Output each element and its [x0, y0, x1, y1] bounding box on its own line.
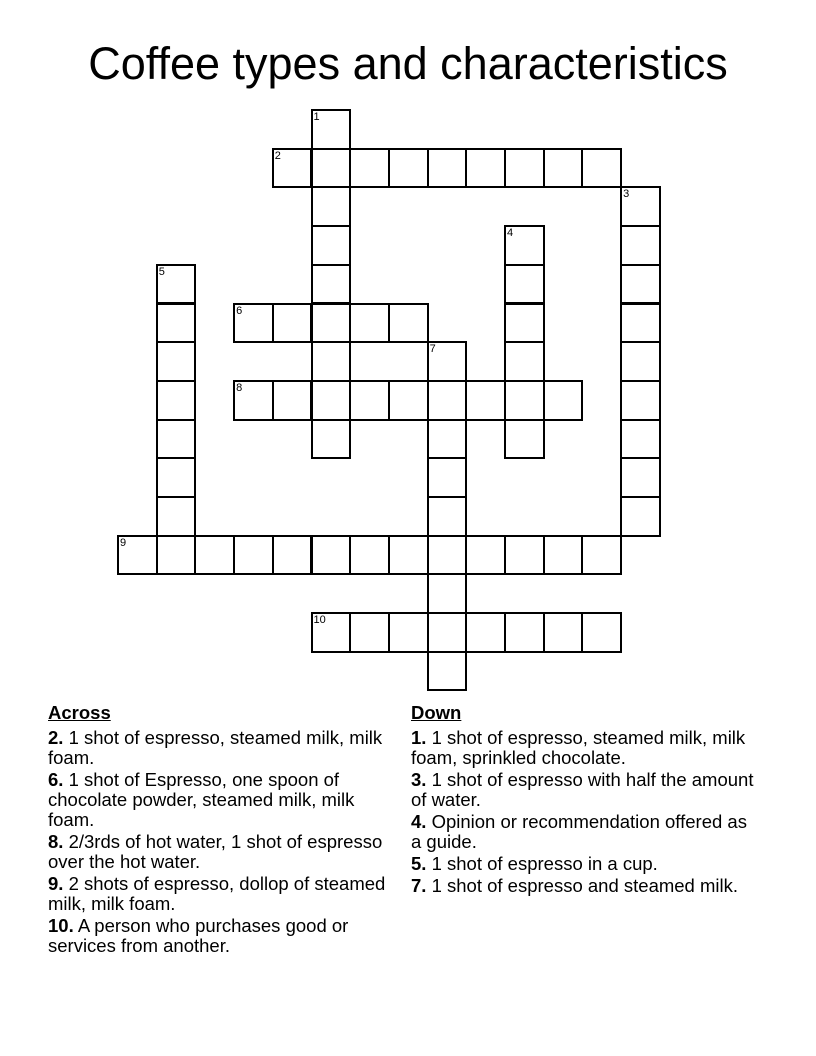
- grid-cell[interactable]: [388, 303, 429, 344]
- grid-cell[interactable]: [427, 612, 468, 653]
- clue-number: 3.: [411, 769, 427, 790]
- clue-text: A person who purchases good or services from another.: [48, 915, 349, 956]
- grid-cell[interactable]: [388, 380, 429, 421]
- grid-cell[interactable]: [311, 612, 352, 653]
- grid-cell[interactable]: [349, 303, 390, 344]
- grid-cell[interactable]: [156, 535, 197, 576]
- grid-cell[interactable]: [620, 380, 661, 421]
- clue-text: 2/3rds of hot water, 1 shot of espresso over the hot water.: [48, 831, 383, 872]
- cell-number: 5: [158, 265, 165, 278]
- grid-cell[interactable]: [427, 457, 468, 498]
- clue-across-6: [48, 770, 393, 830]
- grid-cell[interactable]: [504, 419, 545, 460]
- grid-cell[interactable]: [117, 535, 158, 576]
- grid-cell[interactable]: [504, 535, 545, 576]
- grid-cell[interactable]: [427, 419, 468, 460]
- clue-text: 1 shot of espresso, steamed milk, milk foam.: [48, 727, 383, 768]
- grid-cell[interactable]: [156, 303, 197, 344]
- grid-cell[interactable]: [311, 148, 352, 189]
- grid-cell[interactable]: [543, 535, 584, 576]
- cell-number: 4: [507, 227, 514, 240]
- clue-across-9: [48, 874, 393, 914]
- grid-cell[interactable]: [311, 535, 352, 576]
- clue-number: 9.: [48, 873, 64, 894]
- grid-cell[interactable]: [504, 380, 545, 421]
- clue-number: 8.: [48, 831, 64, 852]
- grid-cell[interactable]: [465, 535, 506, 576]
- grid-cell[interactable]: [311, 380, 352, 421]
- clue-number: 6.: [48, 769, 64, 790]
- clue-across-10: [48, 916, 393, 956]
- grid-cell[interactable]: [620, 419, 661, 460]
- down-clues: [411, 702, 756, 898]
- grid-cell[interactable]: [156, 380, 197, 421]
- across-heading: Across: [48, 702, 111, 723]
- grid-cell[interactable]: [156, 264, 197, 305]
- grid-cell[interactable]: [504, 341, 545, 382]
- grid-cell[interactable]: [465, 380, 506, 421]
- grid-cell[interactable]: [156, 496, 197, 537]
- clue-down-7: [411, 876, 756, 896]
- grid-cell[interactable]: [388, 535, 429, 576]
- grid-cell[interactable]: [543, 612, 584, 653]
- grid-cell[interactable]: [620, 186, 661, 227]
- clue-number: 2.: [48, 727, 64, 748]
- grid-cell[interactable]: [427, 496, 468, 537]
- clue-across-2: [48, 728, 393, 768]
- clue-down-5: [411, 854, 756, 874]
- clue-across-8: [48, 832, 393, 872]
- cell-number: 3: [623, 188, 630, 201]
- grid-cell[interactable]: [349, 612, 390, 653]
- grid-cell[interactable]: [311, 264, 352, 305]
- grid-cell[interactable]: [465, 148, 506, 189]
- grid-cell[interactable]: [620, 303, 661, 344]
- grid-cell[interactable]: [581, 148, 622, 189]
- cell-number: 10: [313, 614, 326, 627]
- grid-cell[interactable]: [349, 148, 390, 189]
- grid-cell[interactable]: [620, 341, 661, 382]
- grid-cell[interactable]: [427, 341, 468, 382]
- crossword-grid: [118, 110, 662, 693]
- across-clues: [48, 702, 393, 958]
- grid-cell[interactable]: [233, 535, 274, 576]
- grid-cell[interactable]: [156, 341, 197, 382]
- grid-cell[interactable]: [272, 148, 313, 189]
- grid-cell[interactable]: [388, 612, 429, 653]
- grid-cell[interactable]: [543, 148, 584, 189]
- clue-text: 2 shots of espresso, dollop of steamed milk, milk foam.: [48, 873, 386, 914]
- grid-cell[interactable]: [620, 496, 661, 537]
- grid-cell[interactable]: [311, 186, 352, 227]
- grid-cell[interactable]: [311, 225, 352, 266]
- grid-cell[interactable]: [311, 419, 352, 460]
- grid-cell[interactable]: [349, 535, 390, 576]
- grid-cell[interactable]: [272, 535, 313, 576]
- grid-cell[interactable]: [156, 457, 197, 498]
- grid-cell[interactable]: [620, 225, 661, 266]
- grid-cell[interactable]: [156, 419, 197, 460]
- grid-cell[interactable]: [194, 535, 235, 576]
- grid-cell[interactable]: [504, 612, 545, 653]
- clue-down-3: [411, 770, 756, 810]
- clue-text: 1 shot of espresso, steamed milk, milk foam, sprinkled chocolate.: [411, 727, 746, 768]
- clue-number: 5.: [411, 853, 427, 874]
- grid-cell[interactable]: [427, 380, 468, 421]
- clue-text: Opinion or recommendation offered as a guide.: [411, 811, 747, 852]
- grid-cell[interactable]: [311, 303, 352, 344]
- clue-down-4: [411, 812, 756, 852]
- grid-cell[interactable]: [465, 612, 506, 653]
- grid-cell[interactable]: [543, 380, 584, 421]
- grid-cell[interactable]: [272, 303, 313, 344]
- clue-number: 4.: [411, 811, 427, 832]
- grid-cell[interactable]: [233, 380, 274, 421]
- cell-number: 8: [236, 381, 243, 394]
- clue-text: 1 shot of espresso and steamed milk.: [426, 875, 739, 896]
- grid-cell[interactable]: [620, 264, 661, 305]
- grid-cell[interactable]: [504, 148, 545, 189]
- clue-number: 10.: [48, 915, 74, 936]
- grid-cell[interactable]: [311, 341, 352, 382]
- cell-number: 9: [120, 536, 127, 549]
- cell-number: 6: [236, 304, 243, 317]
- grid-cell[interactable]: [504, 264, 545, 305]
- cell-number: 2: [274, 149, 281, 162]
- grid-cell[interactable]: [427, 651, 468, 692]
- grid-cell[interactable]: [311, 109, 352, 150]
- grid-cell[interactable]: [349, 380, 390, 421]
- grid-cell[interactable]: [504, 303, 545, 344]
- grid-cell[interactable]: [581, 612, 622, 653]
- grid-cell[interactable]: [504, 225, 545, 266]
- grid-cell[interactable]: [233, 303, 274, 344]
- grid-cell[interactable]: [272, 380, 313, 421]
- puzzle-title: Coffee types and characteristics: [88, 38, 728, 89]
- down-heading: Down: [411, 702, 462, 723]
- cell-number: 1: [313, 111, 320, 123]
- cell-number: 7: [429, 343, 436, 356]
- grid-cell[interactable]: [620, 457, 661, 498]
- clue-text: 1 shot of espresso in a cup.: [426, 853, 658, 874]
- clue-number: 1.: [411, 727, 427, 748]
- grid-cell[interactable]: [581, 535, 622, 576]
- clue-text: 1 shot of Espresso, one spoon of chocolate powder, steamed milk, milk foam.: [48, 769, 355, 830]
- grid-cell[interactable]: [427, 535, 468, 576]
- grid-cell[interactable]: [388, 148, 429, 189]
- clue-down-1: [411, 728, 756, 768]
- clue-number: 7.: [411, 875, 427, 896]
- grid-cell[interactable]: [427, 148, 468, 189]
- grid-cell[interactable]: [427, 573, 468, 614]
- clue-text: 1 shot of espresso with half the amount of water.: [411, 769, 754, 810]
